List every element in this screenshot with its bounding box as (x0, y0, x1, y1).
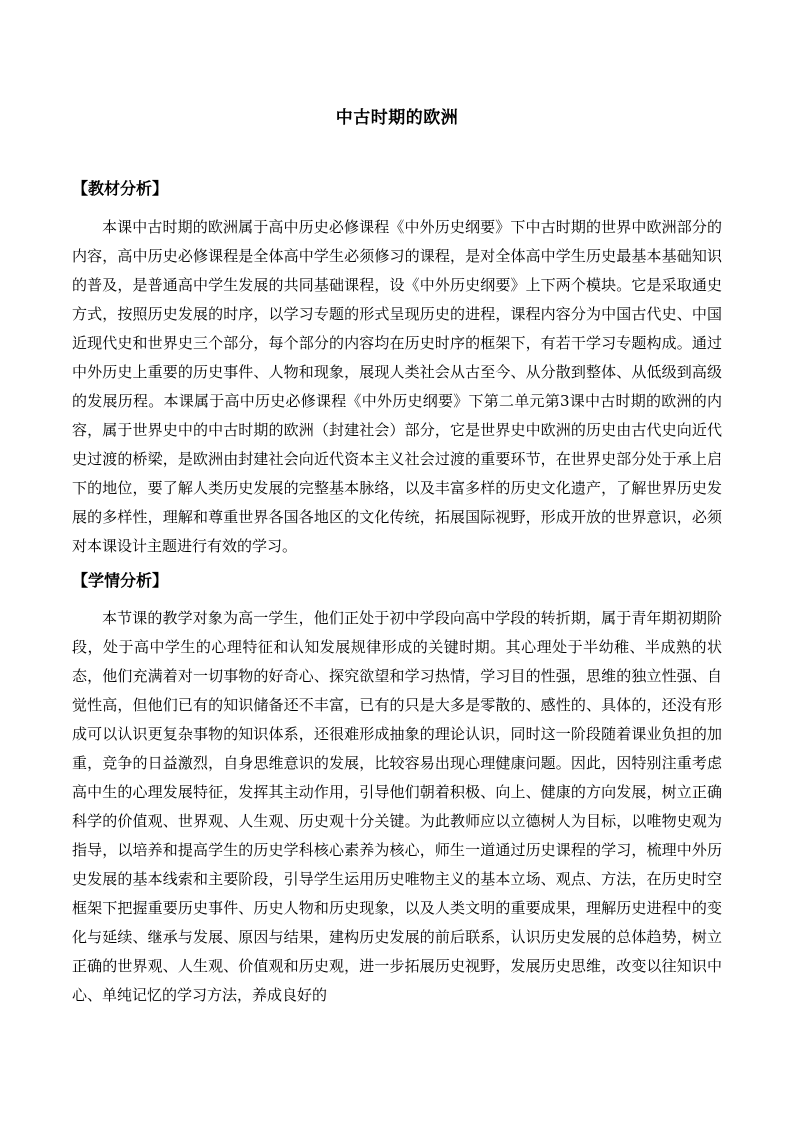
section-heading-student-analysis: 【学情分析】 (72, 571, 169, 590)
section-heading-textbook-analysis: 【教材分析】 (72, 179, 169, 198)
section-paragraph-student-analysis: 本节课的教学对象为高一学生，他们正处于初中学段向高中学段的转折期，属于青年期初期阶段，处于高中学生的心理特征和认知发展规律形成的关键时期。其心理处于半幼稚、半成熟的状态，他们充满着对一切事物的好奇心、探究欲望和学习热情，学习目的性强，思维的独立性强、自觉性高，但他们已有的知识储备还不丰富，已有的只是大多是零散的、感性的、具体的，还没有形成可以认识更复杂事物的知识体系，还很难形成抽象的理论认识，同时这一阶段随着课业负担的加重，竞争的日益激烈，自身思维意识的发展，比较容易出现心理健康问题。因此，因特别注重考虑高中生的心理发展特征，发挥其主动作用，引导他们朝着积极、向上、健康的方向发展，树立正确科学的价值观、世界观、人生观、历史观十分关键。为此教师应以立德树人为目标，以唯物史观为指导，以培养和提高学生的历史学科核心素养为核心，师生一道通过历史课程的学习，梳理中外历史发展的基本线索和主要阶段，引导学生运用历史唯物主义的基本立场、观点、方法，在历史时空框架下把握重要历史事件、历史人物和历史现象，以及人类文明的重要成果，理解历史进程中的变化与延续、继承与发展、原因与结果，建构历史发展的前后联系，认识历史发展的总体趋势，树立正确的世界观、人生观、价值观和历史观，进一步拓展历史视野，发展历史思维，改变以往知识中心、单纯记忆的学习方法，养成良好的 (72, 609, 722, 1004)
section-paragraph-textbook-analysis: 本课中古时期的欧洲属于高中历史必修课程《中外历史纲要》下中古时期的世界中欧洲部分的内容，高中历史必修课程是全体高中学生必须修习的课程，是对全体高中学生历史最基本基础知识的普及，是普通高中学生发展的共同基础课程，设《中外历史纲要》上下两个模块。它是采取通史方式，按照历史发展的时序，以学习专题的形式呈现历史的进程，课程内容分为中国古代史、中国近现代史和世界史三个部分，每个部分的内容均在历史时序的框架下，有若干学习专题构成。通过中外历史上重要的历史事件、人物和现象，展现人类社会从古至今、从分散到整体、从低级到高级的发展历程。本课属于高中历史必修课程《中外历史纲要》下第二单元第3课中古时期的欧洲的内容，属于世界史中的中古时期的欧洲（封建社会）部分，它是世界史中欧洲的历史由古代史向近代史过渡的桥梁，是欧洲由封建社会向近代资本主义社会过渡的重要环节，在世界史部分处于承上启下的地位，要了解人类历史发展的完整基本脉络，以及丰富多样的历史文化遗产，了解世界历史发展的多样性，理解和尊重世界各国各地区的文化传统，拓展国际视野，形成开放的世界意识，必须对本课设计主题进行有效的学习。 (72, 218, 722, 555)
document-title: 中古时期的欧洲 (335, 108, 459, 128)
